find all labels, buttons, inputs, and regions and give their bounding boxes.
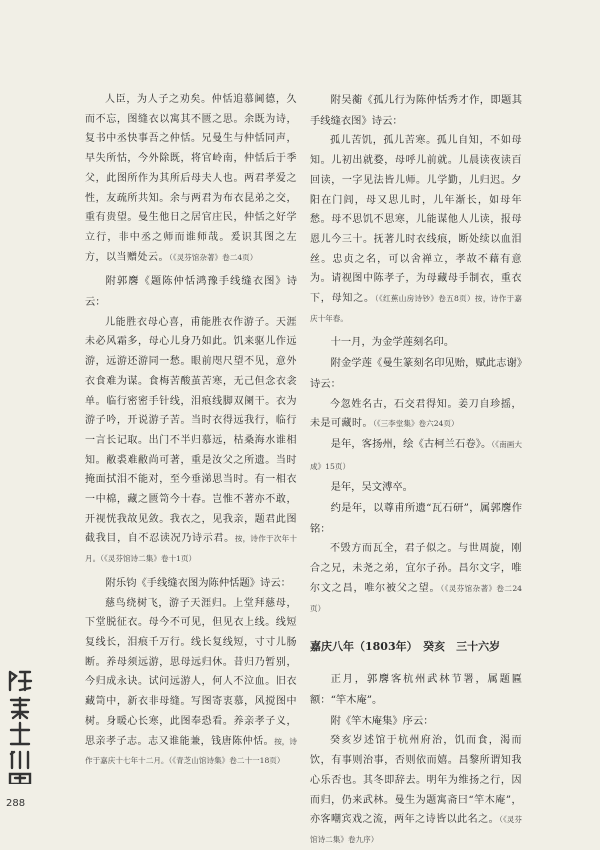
right-para-10: 正月，郭麐客杭州武林节署，属题匾额：“竿木庵”。 — [310, 673, 522, 706]
right-para-5: 今忽姓名古，石交君得知。姜刀自珍摇，未是可藏时。（《三李堂集》卷六24页） — [310, 398, 522, 430]
left-para-1: 人臣，为人子之劝矣。仲恬追慕阃德，久而不忘，图缝衣以寓其不匮之思。余既为诗，复书中丞快事吾之仲恬。兄曼生与仲恬同声，早失所怙，今外除既，将官岭南，仲恬后于季父，此图所作为其所后母夫人也。两君孝爱之性，友疏所共知。余与两君为布衣昆弟之交，重有贵望。曼生他日之居官庄民，仲恬之好学立行，非中丞之师而谁师哉。爰识其图之左方，以当赠处云。（《灵芬馆杂著》卷二4页） — [85, 94, 297, 263]
left-column — [85, 90, 297, 771]
calligraphy-seal-logo — [6, 668, 34, 784]
right-para-2-note: （《红蕉山房诗钞》卷五8页）按，诗作于嘉庆十年春。 — [310, 294, 522, 323]
right-para-9: 不毁方而瓦全，君子似之。与世周旋，刚合之兄，未尧之弟，宜尔子孙。昌尔文字，唯尔文之昌，唯尔被父之望。（《灵芬馆杂著》卷二24页） — [310, 543, 523, 613]
right-para-9-note: （《灵芬馆杂著》卷二24页） — [310, 583, 523, 613]
page-number: 288 — [6, 798, 26, 809]
left-para-1-note: （《灵芬馆杂著》卷二4页） — [169, 252, 258, 262]
right-para-8: 约是年，以尊甫所遗“瓦石研”，属郭麐作铭： — [310, 502, 522, 535]
right-column — [310, 90, 522, 850]
right-para-4: 附金学莲《曼生篆刻名印见贻，赋此志谢》诗云： — [310, 357, 522, 390]
right-para-6-note: （《南画大成》15页） — [310, 439, 522, 471]
right-para-12: 癸亥岁述馆于杭州府治，饥而食，渴而饮，有事则治事，否则依而嬉。昌黎所谓知我心乐否也。其冬即辞去。明年为维扬之行，因而归，仍来武林。曼生为题寓斋曰“竿木庵”，亦客嘲宾戏之流，两年之诗皆以此名之。（《灵芬馆诗二集》卷九序） — [310, 735, 522, 844]
right-para-2: 孤儿苦饥，孤儿苦寒。孤儿自知，不如母知。儿初出就婺，母呼儿前就。儿晨读夜读百回读，一字见法皆儿师。儿学勤，儿归迟。夕阳在门闾，母又思儿时，儿年渐长，如母年愁。母不思饥不思寒，儿能谋他人儿读，报母恩儿今三十。抚著儿时衣线痕，断处续以血泪丝。忠贞之名，可以舍禅立，孝故不藉有意为。请视图中陈孝子，为母藏母手制衣，重衣下，母知之。（《红蕉山房诗钞》卷五8页）按，诗作于嘉庆十年春。 — [310, 135, 522, 323]
right-para-7: 是年，吴文溥卒。 — [330, 481, 413, 494]
left-para-3-note: 按，诗作于次年十月。（《灵芬馆诗二集》卷十1页） — [85, 534, 298, 564]
right-para-6: 是年，客扬州，绘《古柯兰石卷》。（《南画大成》15页） — [310, 437, 522, 471]
left-para-5-note: 按，诗作于嘉庆十七年十二月。（《青芝山馆诗集》卷二十一18页） — [85, 736, 298, 766]
left-para-5: 慈鸟绕树飞，游子天涯归。上堂拜慈母，下堂脱征衣。母今不可见，但见衣上线。线短复线长，泪痕千万行。线长复线短，寸寸儿肠断。养母须远游，思母远归休。昔归乃暂别，今归成永诀。试问远游人，何人不泣血。旧衣藏笥中，新衣非母缝。写图寄衷慕，风搅图中树。身暖心长寒，此图奉恐看。养亲孝子义，思亲孝子志。志又谁能兼，钱唐陈仲恬。按，诗作于嘉庆十七年十二月。（《青芝山馆诗集》卷二十一18页） — [85, 597, 298, 766]
right-para-5-note: （《三李堂集》卷六24页） — [373, 419, 459, 429]
right-para-1: 附吴蘅《孤儿行为陈仲恬秀才作，即题其手线缝衣图》诗云： — [310, 94, 522, 127]
left-para-4: 附乐钧《手线缝衣图为陈仲恬题》诗云： — [105, 576, 291, 589]
right-para-12-note: （《灵芬馆诗二集》卷九序） — [310, 815, 522, 844]
section-heading: 嘉庆八年（1803年） 癸亥 三十六岁 — [310, 640, 501, 654]
right-para-11: 附《竿木庵集》序云： — [330, 714, 434, 727]
left-para-2: 附郭麐《题陈仲恬鸿豫手线缝衣图》诗云： — [85, 275, 297, 309]
right-para-3: 十一月，为金学莲刻名印。 — [330, 336, 455, 349]
left-para-3: 儿能胜衣母心喜，甫能胜衣作游子。天涯未必风霜多，母心儿身乃如此。饥来驱儿作远游，远游还游同一愁。眼前咫尺望不见，意外衣食难为谋。食梅苦酸茧苦寒，无己但念衣衾单。临行密密手针线，泪痕线脚双阑干。衣为游子吟，开说游子苦。当时衣得远我行，临行一言长记取。出门不半归慕远，枯桑海水谁相知。敝裘难敝尚可著，重是汝父之所遗。当时掩面拭泪不能对，至今垂涕思当时。有一相衣一中棉，藏之匮笥今十春。岂惟不著亦不敢，开视恍我故见敛。我衣之，见我亲，题君此图截我目，自不忍读况乃诗示君。按，诗作于次年十月。（《灵芬馆诗二集》卷十1页） — [85, 316, 298, 564]
